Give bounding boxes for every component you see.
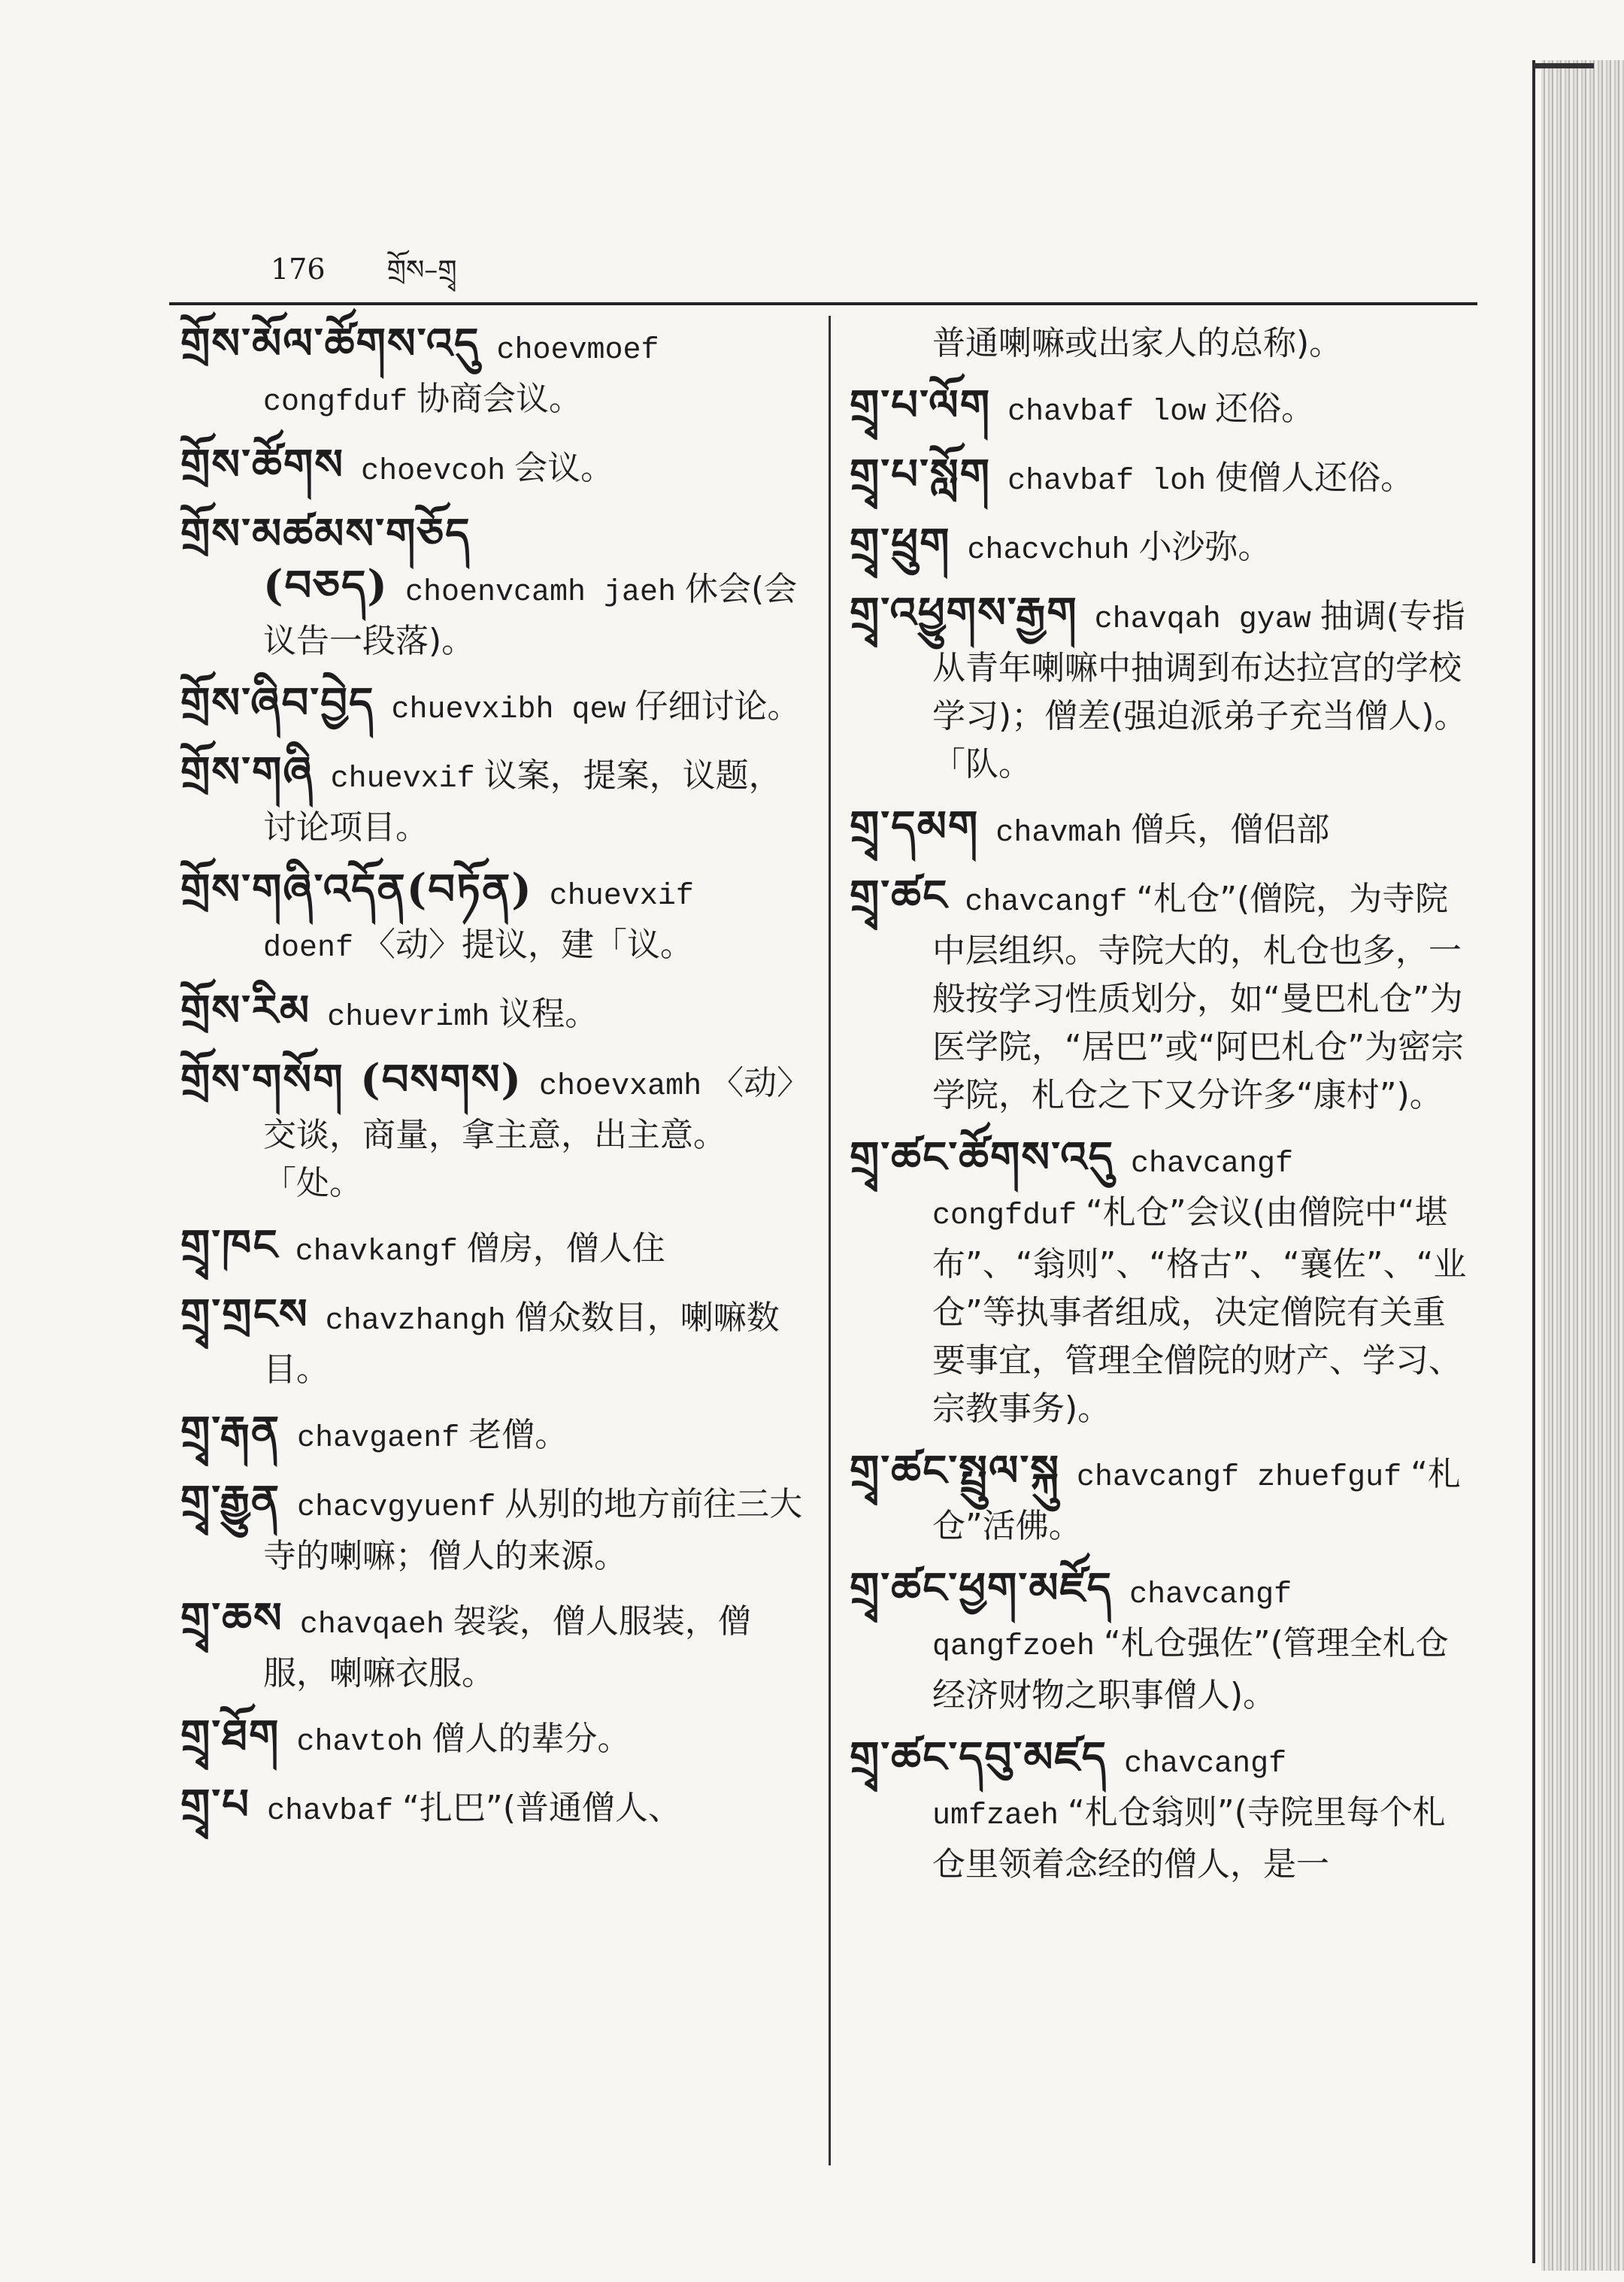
entry-gloss: 〈动〉提议，建「议。 (362, 926, 694, 964)
entry-romanization: chacvgyuenf (297, 1491, 496, 1525)
entry-headword: གྲྭ་ཐོག (180, 1711, 280, 1760)
entry-headword: གྲྭ་ཁང (180, 1220, 279, 1270)
entry-gloss: “札仓翁则”(寺院里每个札仓里领着念经的僧人，是一 (932, 1793, 1446, 1883)
dictionary-entry (180, 679, 808, 735)
header-rule (169, 302, 1477, 305)
entry-gloss: 普通喇嘛或出家人的总称)。 (932, 324, 1343, 362)
entry-gloss: 老僧。 (468, 1416, 568, 1454)
entry-headword: གྲོས་གཞི (180, 747, 314, 797)
left-column (180, 320, 808, 1850)
entry-gloss: 还俗。 (1215, 389, 1315, 428)
dictionary-entry (180, 1477, 808, 1580)
entry-romanization: chacvchuh (967, 534, 1130, 568)
entry-headword: གྲྭ་ཚང (850, 871, 949, 920)
entry-headword: གྲྭ་པ་སློག (850, 450, 992, 499)
dictionary-entry (850, 871, 1477, 1120)
entry-romanization: chavtoh (296, 1726, 423, 1759)
entry-gloss: 协商会议。 (417, 380, 583, 418)
entry-gloss: 小沙弥。 (1138, 528, 1271, 566)
entry-romanization: chuevxif (330, 762, 475, 796)
dictionary-entry (850, 520, 1477, 575)
dictionary-entry (180, 441, 808, 496)
entry-gloss: “扎巴”(普通僧人、 (402, 1789, 681, 1827)
entry-romanization: choevcoh (361, 455, 506, 489)
entry-gloss: 〈动〉交谈，商量，拿主意，出主意。「处。 (263, 1064, 794, 1202)
entry-romanization: chuevrimh (327, 1001, 490, 1035)
entry-headword: གྲྭ་རྒན (180, 1407, 281, 1456)
entry-gloss: 使僧人还俗。 (1215, 459, 1414, 497)
dictionary-entry (850, 589, 1477, 789)
entry-gloss: 袈裟，僧人服装，僧服，喇嘛衣服。 (263, 1602, 751, 1693)
entry-romanization: chuevxif doenf (263, 880, 694, 965)
entry-romanization: chavqah gyaw (1094, 603, 1311, 637)
entry-gloss: 休会(会议告一段落)。 (263, 570, 798, 660)
entry-headword: གྲྭ་རྒྱུན (180, 1476, 281, 1526)
entry-headword: གྲྭ་ཚང་དབུ་མཛད (850, 1732, 1108, 1782)
entry-headword: གྲྭ་པ (180, 1780, 251, 1829)
entry-headword: གྲོས་ཞིབ་བྱེད (180, 678, 375, 728)
entry-headword: གྲྭ་ཚང་ཚོགས་འདུ (850, 1132, 1115, 1182)
dictionary-entry (180, 1408, 808, 1463)
entry-gloss: 僧人的辈分。 (432, 1720, 631, 1758)
entry-gloss: 从别的地方前往三大寺的喇嘛；僧人的来源。 (263, 1485, 803, 1575)
column-divider (829, 316, 831, 2165)
dictionary-entry (180, 1221, 808, 1277)
entry-gloss: “札仓”活佛。 (932, 1455, 1461, 1545)
entry-headword: གྲྭ་ཕྲུག (850, 519, 951, 568)
dictionary-entry (180, 1056, 808, 1208)
entry-romanization: chavcangf congfduf (932, 1147, 1294, 1233)
entry-romanization: chavmah (995, 817, 1123, 850)
dictionary-entry (180, 1780, 808, 1836)
entry-continuation (850, 320, 1477, 368)
entry-headword: གྲོས་ཚོགས (180, 440, 345, 489)
entry-romanization: choenvcamh jaeh (404, 576, 676, 610)
running-head: གྲོས–གྲྭ (386, 255, 457, 286)
dictionary-entry (850, 802, 1477, 858)
entry-romanization: chavgaenf (297, 1422, 460, 1456)
entry-gloss: 抽调(专指从青年喇嘛中抽调到布达拉宫的学校学习)；僧差(强迫派弟子充当僧人)。「队。 (932, 597, 1468, 783)
entry-gloss: “札仓”(僧院，为寺院中层组织。寺院大的，札仓也多，一般按学习性质划分，如“曼巴札仓”为医学院，“居巴”或“阿巴札仓”为密宗学院，札仓之下又分许多“康村”)。 (932, 880, 1465, 1114)
entry-gloss: 议程。 (498, 995, 598, 1033)
entry-gloss: 僧众数目，喇嘛数目。 (263, 1299, 780, 1389)
entry-romanization: chavcangf zhuefguf (1077, 1461, 1402, 1495)
entry-romanization: chavcangf (965, 886, 1128, 920)
entry-romanization: chavcangf qangfzoeh (932, 1578, 1292, 1664)
entry-gloss: 仔细讨论。 (635, 687, 801, 726)
entry-gloss: “札仓强佐”(管理全札仓经济财物之职事僧人)。 (932, 1624, 1449, 1714)
page-edge-line (1532, 60, 1535, 2263)
entry-headword: གྲྭ་ཆས (180, 1593, 283, 1643)
entry-headword: གྲོས་མཚམས་གཅོད (བཅད) (180, 509, 471, 611)
entry-gloss: 议案，提案，议题，讨论项目。 (263, 756, 782, 847)
dictionary-entry (180, 1711, 808, 1767)
entry-romanization: chavbaf low (1007, 395, 1207, 429)
dictionary-entry (180, 865, 808, 973)
entry-headword: གྲྭ་འཕྱུགས་རྒྱག (850, 588, 1078, 638)
entry-gloss: 僧房，僧人住 (466, 1229, 665, 1268)
entry-headword: གྲོས་རིམ (180, 986, 311, 1035)
entry-gloss: 僧兵，僧侣部 (1131, 811, 1330, 849)
entry-romanization: chavbaf (267, 1795, 394, 1829)
entry-headword: གྲྭ་གྲངས (180, 1289, 309, 1339)
dictionary-entry (850, 1564, 1477, 1720)
entry-headword: གྲྭ་དམག (850, 802, 980, 851)
entry-romanization: chavzhangh (325, 1305, 506, 1338)
dictionary-entry (850, 450, 1477, 506)
page-number: 176 (271, 253, 326, 286)
right-column (850, 320, 1477, 1902)
dictionary-entry (850, 1733, 1477, 1889)
entry-romanization: choevmoef congfduf (263, 334, 659, 420)
entry-headword: གྲོས་གསོག (བསགས) (180, 1055, 523, 1105)
entry-romanization: chavkangf (295, 1235, 458, 1269)
dictionary-entry (180, 1594, 808, 1698)
entry-romanization: chavqaeh (299, 1608, 444, 1642)
entry-romanization: choevxamh (539, 1070, 702, 1104)
dictionary-entry (180, 510, 808, 665)
entry-headword: གྲོས་མོལ་ཚོགས་འདུ (180, 319, 480, 368)
entry-headword: གྲྭ་ཚང་སྤྲུལ་སྐུ (850, 1446, 1061, 1496)
entry-romanization: chavbaf loh (1007, 465, 1207, 499)
dictionary-entry (180, 986, 808, 1042)
page-edge-shadow (1541, 60, 1624, 2271)
entry-romanization: chavcangf umfzaeh (932, 1747, 1287, 1833)
entry-romanization: chuevxibh qew (391, 693, 626, 727)
dictionary-entry (180, 748, 808, 852)
dictionary-entry (850, 381, 1477, 437)
dictionary-entry (180, 320, 808, 427)
entry-headword: གྲྭ་པ་ལོག (850, 380, 992, 430)
entry-headword: གྲྭ་ཚང་ཕྱག་མཛོད (850, 1563, 1113, 1613)
entry-gloss: 会议。 (514, 449, 614, 487)
dictionary-entry (180, 1290, 808, 1394)
page-edge-cap (1534, 63, 1594, 68)
dictionary-entry (850, 1133, 1477, 1433)
entry-headword: གྲོས་གཞི་འདོན(བཏོན) (180, 865, 533, 914)
entry-gloss: “札仓”会议(由僧院中“堪布”、“翁则”、“格古”、“襄佐”、“业仓”等执事者组成，决定僧院有关重要事宜，管理全僧院的财产、学习、宗教事务)。 (932, 1193, 1467, 1428)
dictionary-entry (850, 1447, 1477, 1550)
